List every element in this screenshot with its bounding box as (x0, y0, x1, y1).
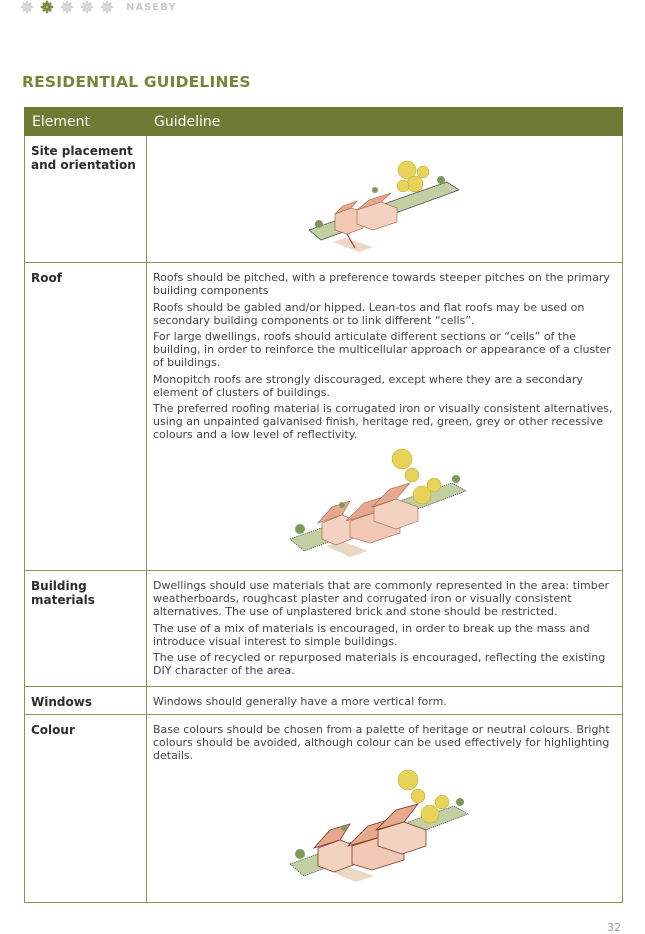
guideline-text: Monopitch roofs are strongly discouraged, except where they are a secondary element of clusters of buildings. (153, 372, 583, 399)
roof-illustration (284, 445, 484, 569)
guideline-cell (147, 263, 623, 571)
flower-icon (80, 0, 94, 14)
guideline-text: Roofs should be gabled and/or hipped. Lean-tos and flat roofs may be used on secondary building components or to link different “cells”. (153, 300, 585, 327)
guideline-cell (147, 687, 623, 715)
guideline-cell (147, 136, 623, 263)
guideline-cell (147, 571, 623, 687)
page-title: RESIDENTIAL GUIDELINES (22, 73, 251, 91)
guideline-text: The use of recycled or repurposed materials is encouraged, reflecting the existing DIY character of the area. (153, 651, 606, 677)
header-bar (20, 0, 176, 14)
guidelines-table (24, 107, 623, 903)
page-number: 32 (607, 921, 621, 934)
guideline-text: The use of a mix of materials is encouraged, in order to break up the mass and introduce visual interest to simple buildings. (153, 621, 590, 648)
column-header-element: Element (25, 108, 147, 136)
table-row-windows (25, 687, 623, 715)
flower-icon (60, 0, 74, 14)
brand-name: NASEBY (126, 1, 177, 13)
table-header-row (25, 108, 623, 136)
guideline-text: Roofs should be pitched, with a preference towards steeper pitches on the primary building components (153, 271, 610, 297)
guideline-text: For large dwellings, roofs should articulate different sections or “cells” of the building, in order to reinforce the multicellular approach or appearance of a cluster of buildings. (153, 330, 611, 369)
guideline-text: Windows should generally have a more vertical form. (153, 695, 447, 708)
colour-illustration (284, 766, 484, 894)
element-label: Building materials (25, 571, 147, 687)
flower-icon (40, 0, 54, 14)
table-row-building-materials (25, 571, 623, 687)
flower-icon (20, 0, 34, 14)
element-label: Site placement and orientation (25, 136, 147, 263)
flower-icon (100, 0, 114, 14)
table-row-colour (25, 715, 623, 903)
table-row-site-placement (25, 136, 623, 263)
guideline-text: Base colours should be chosen from a palette of heritage or neutral colours. Bright colours should be avoided, although colour can be used effectively for highlighting details. (153, 723, 610, 762)
guideline-text: The preferred roofing material is corrugated iron or visually consistent alternatives, using an unpainted galvanised finish, heritage red, green, grey or other recessive colours and a low level of reflectivity. (153, 402, 613, 441)
element-label: Roof (25, 263, 147, 571)
guideline-text: Dwellings should use materials that are commonly represented in the area: timber weatherboards, roughcast plaster and corrugated iron or visually consistent alternatives. The use of unplastered brick and stone should be restricted. (153, 579, 609, 618)
table-row-roof (25, 263, 623, 571)
site-placement-illustration (299, 152, 469, 262)
column-header-guideline: Guideline (147, 108, 623, 136)
guideline-cell (147, 715, 623, 903)
element-label: Colour (25, 715, 147, 903)
element-label: Windows (25, 687, 147, 715)
